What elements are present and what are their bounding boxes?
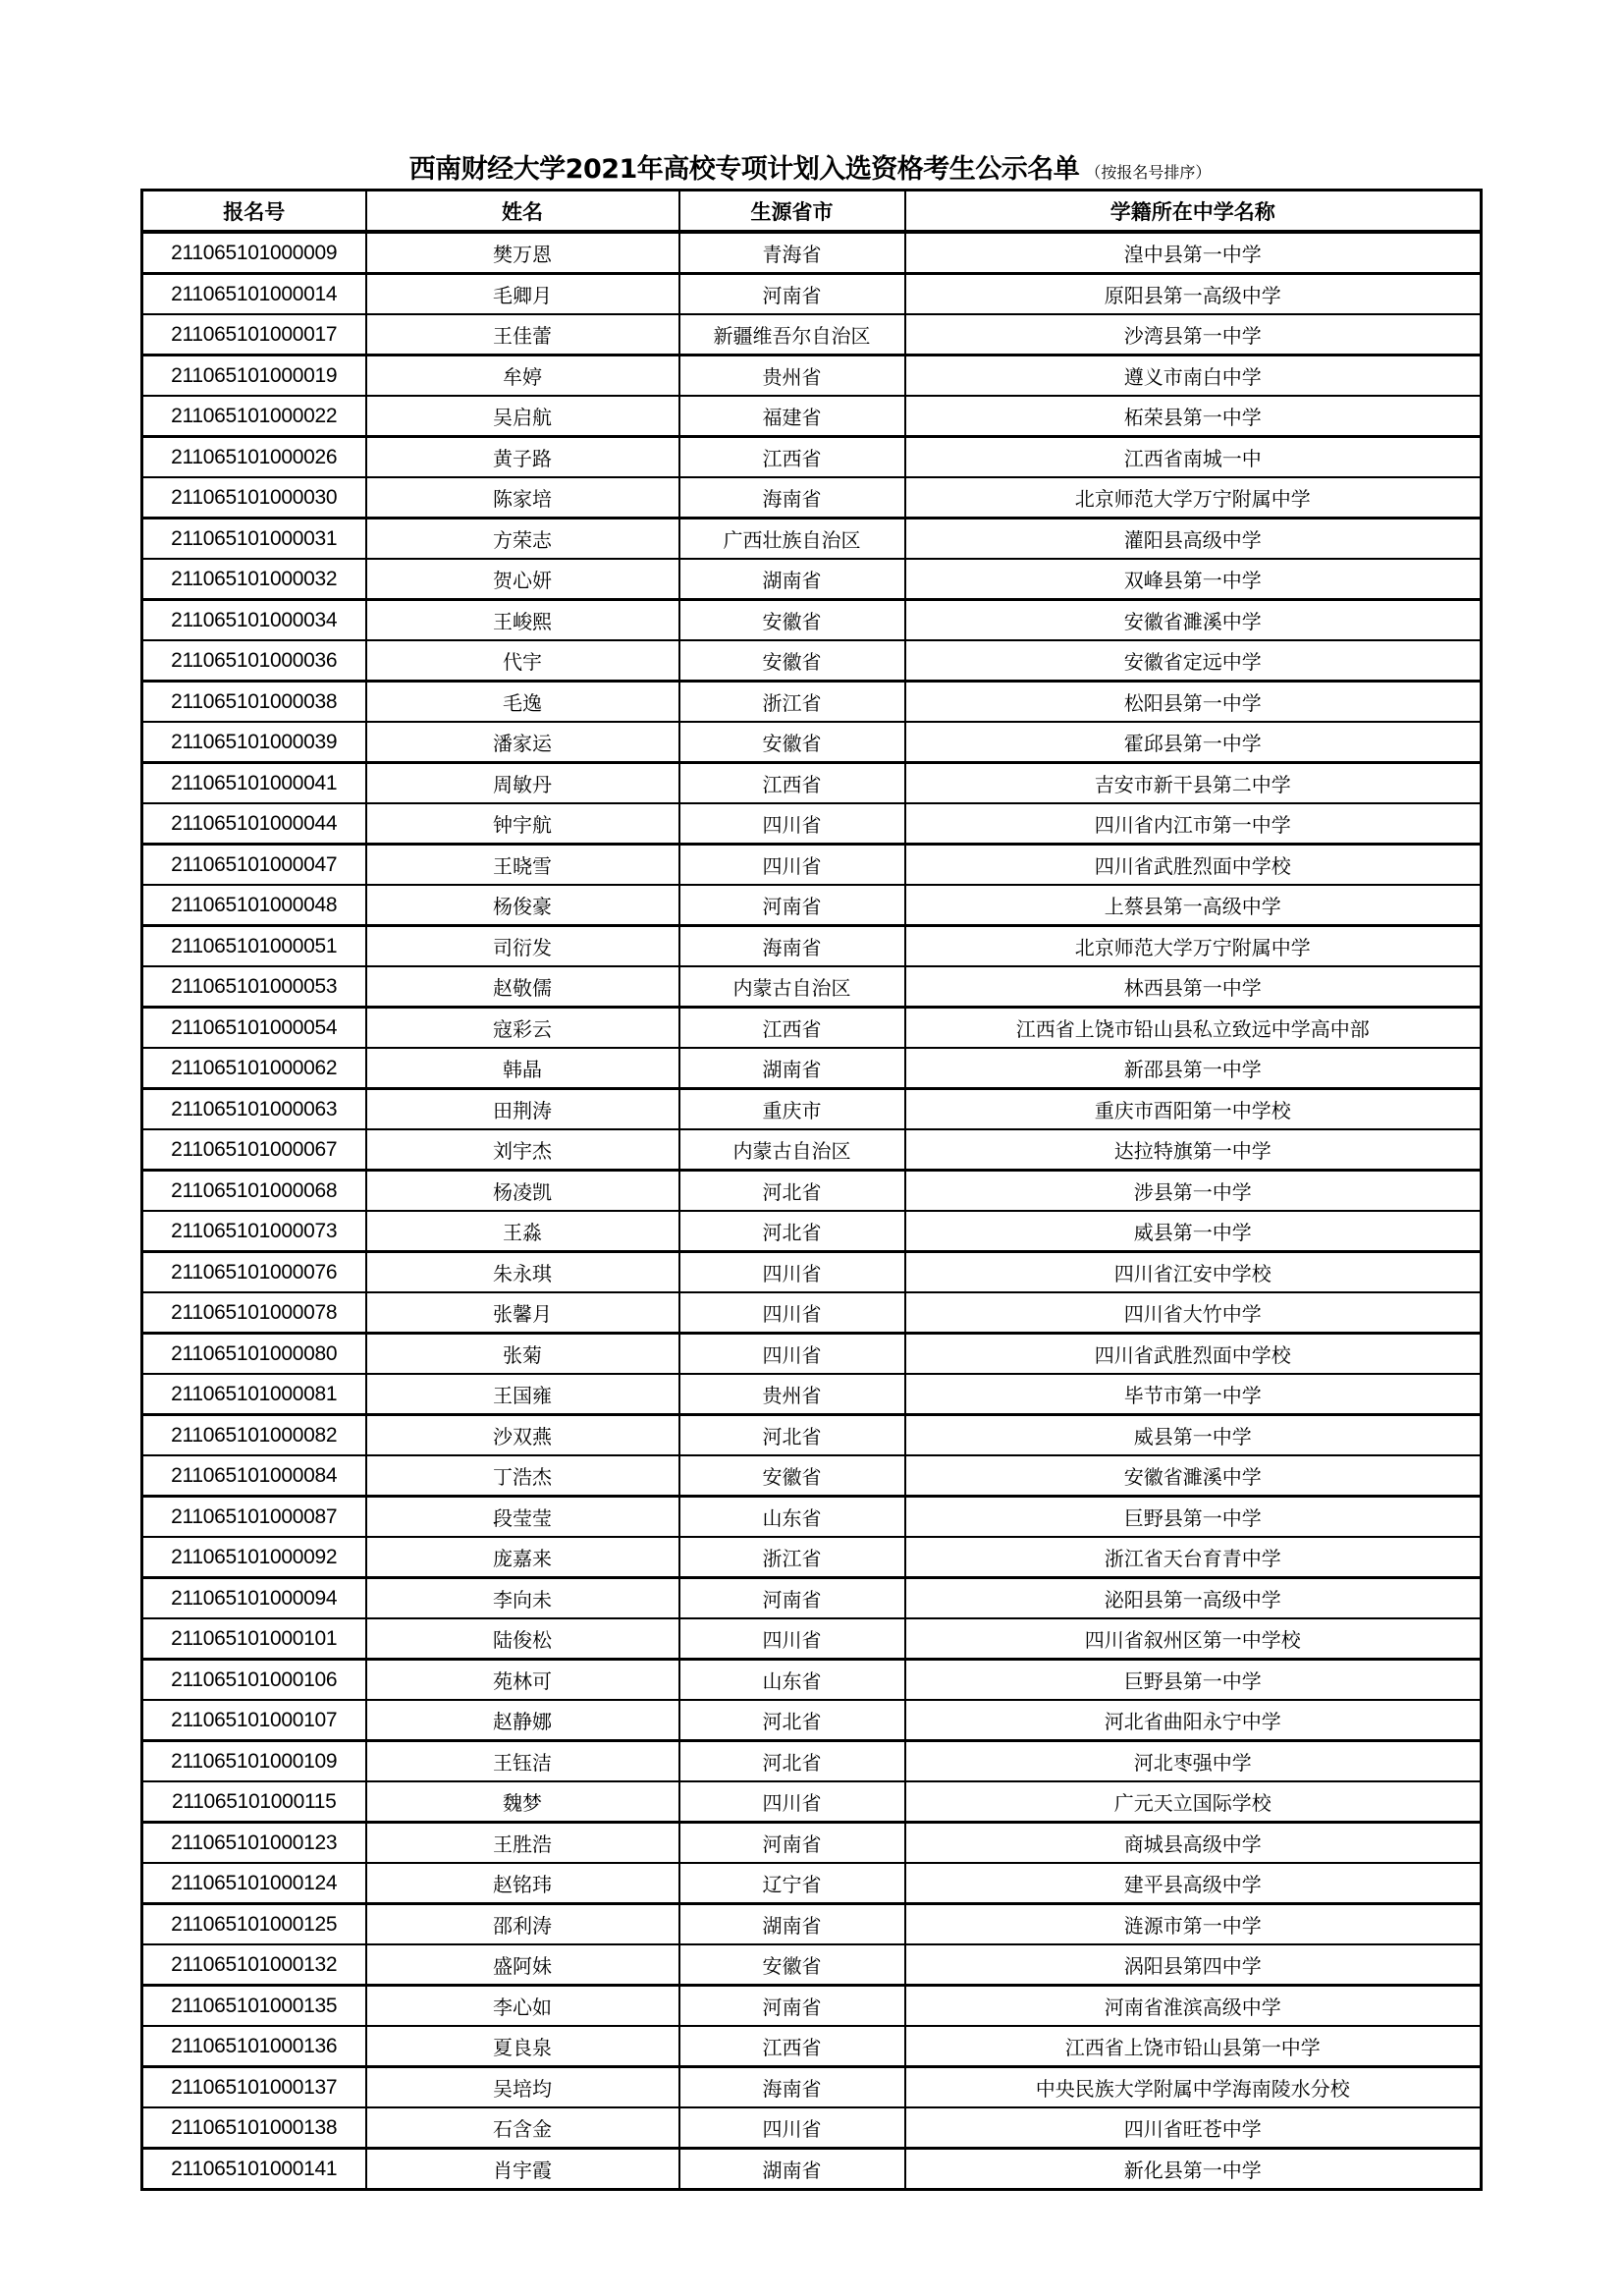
province-cell: 湖南省 (679, 1048, 905, 1089)
registration-number-cell: 211065101000092 (142, 1537, 366, 1578)
high-school-cell: 新邵县第一中学 (905, 1048, 1482, 1089)
name-cell: 李向未 (366, 1578, 679, 1619)
province-cell: 安徽省 (679, 1455, 905, 1497)
high-school-cell: 吉安市新干县第二中学 (905, 763, 1482, 804)
registration-number-cell: 211065101000031 (142, 519, 366, 560)
table-row (142, 722, 1482, 763)
high-school-cell: 四川省旺苍中学 (905, 2107, 1482, 2149)
table-row (142, 519, 1482, 560)
name-cell: 石含金 (366, 2107, 679, 2149)
province-cell: 内蒙古自治区 (679, 966, 905, 1008)
high-school-cell: 中央民族大学附属中学海南陵水分校 (905, 2067, 1482, 2108)
registration-number-cell: 211065101000014 (142, 274, 366, 315)
table-row (142, 1048, 1482, 1089)
table-row (142, 1781, 1482, 1823)
province-cell: 安徽省 (679, 640, 905, 682)
registration-number-cell: 211065101000041 (142, 763, 366, 804)
name-cell: 司衍发 (366, 926, 679, 967)
column-header-registration-number: 报名号 (142, 191, 366, 233)
registration-number-cell: 211065101000125 (142, 1904, 366, 1945)
name-cell: 黄子路 (366, 437, 679, 478)
high-school-cell: 重庆市酉阳第一中学校 (905, 1089, 1482, 1130)
high-school-cell: 江西省上饶市铅山县第一中学 (905, 2026, 1482, 2067)
registration-number-cell: 211065101000101 (142, 1618, 366, 1660)
name-cell: 周敏丹 (366, 763, 679, 804)
column-header-province: 生源省市 (679, 191, 905, 233)
name-cell: 杨俊豪 (366, 885, 679, 926)
province-cell: 河北省 (679, 1741, 905, 1782)
table-row (142, 1171, 1482, 1212)
province-cell: 四川省 (679, 845, 905, 886)
registration-number-cell: 211065101000030 (142, 477, 366, 519)
province-cell: 新疆维吾尔自治区 (679, 314, 905, 355)
province-cell: 山东省 (679, 1660, 905, 1701)
registration-number-cell: 211065101000047 (142, 845, 366, 886)
name-cell: 庞嘉来 (366, 1537, 679, 1578)
registration-number-cell: 211065101000036 (142, 640, 366, 682)
high-school-cell: 沙湾县第一中学 (905, 314, 1482, 355)
registration-number-cell: 211065101000019 (142, 355, 366, 397)
province-cell: 河南省 (679, 1823, 905, 1864)
province-cell: 浙江省 (679, 682, 905, 723)
registration-number-cell: 211065101000009 (142, 232, 366, 274)
name-cell: 朱永琪 (366, 1252, 679, 1293)
high-school-cell: 威县第一中学 (905, 1211, 1482, 1252)
high-school-cell: 霍邱县第一中学 (905, 722, 1482, 763)
registration-number-cell: 211065101000109 (142, 1741, 366, 1782)
name-cell: 王淼 (366, 1211, 679, 1252)
province-cell: 河北省 (679, 1211, 905, 1252)
table-row (142, 803, 1482, 845)
registration-number-cell: 211065101000054 (142, 1008, 366, 1049)
province-cell: 河南省 (679, 274, 905, 315)
registration-number-cell: 211065101000138 (142, 2107, 366, 2149)
name-cell: 夏良泉 (366, 2026, 679, 2067)
province-cell: 四川省 (679, 1334, 905, 1375)
table-row (142, 1986, 1482, 2027)
name-cell: 吴启航 (366, 396, 679, 437)
registration-number-cell: 211065101000034 (142, 600, 366, 641)
table-body (142, 232, 1482, 2190)
name-cell: 毛逸 (366, 682, 679, 723)
registration-number-cell: 211065101000141 (142, 2149, 366, 2190)
registration-number-cell: 211065101000082 (142, 1415, 366, 1456)
registration-number-cell: 211065101000022 (142, 396, 366, 437)
province-cell: 浙江省 (679, 1537, 905, 1578)
table-row (142, 396, 1482, 437)
table-row (142, 1741, 1482, 1782)
name-cell: 方荣志 (366, 519, 679, 560)
table-row (142, 1863, 1482, 1904)
high-school-cell: 浙江省天台育青中学 (905, 1537, 1482, 1578)
registration-number-cell: 211065101000107 (142, 1700, 366, 1741)
high-school-cell: 新化县第一中学 (905, 2149, 1482, 2190)
registration-number-cell: 211065101000017 (142, 314, 366, 355)
table-row (142, 926, 1482, 967)
province-cell: 四川省 (679, 803, 905, 845)
high-school-cell: 商城县高级中学 (905, 1823, 1482, 1864)
province-cell: 河北省 (679, 1171, 905, 1212)
name-cell: 陈家培 (366, 477, 679, 519)
table-row (142, 559, 1482, 600)
province-cell: 安徽省 (679, 722, 905, 763)
table-row (142, 477, 1482, 519)
province-cell: 内蒙古自治区 (679, 1129, 905, 1171)
table-row (142, 1455, 1482, 1497)
high-school-cell: 遵义市南白中学 (905, 355, 1482, 397)
registration-number-cell: 211065101000038 (142, 682, 366, 723)
name-cell: 王国雍 (366, 1374, 679, 1415)
high-school-cell: 四川省大竹中学 (905, 1292, 1482, 1334)
name-cell: 寇彩云 (366, 1008, 679, 1049)
high-school-cell: 涡阳县第四中学 (905, 1944, 1482, 1986)
high-school-cell: 河北枣强中学 (905, 1741, 1482, 1782)
province-cell: 四川省 (679, 1292, 905, 1334)
name-cell: 陆俊松 (366, 1618, 679, 1660)
table-row (142, 232, 1482, 274)
registration-number-cell: 211065101000068 (142, 1171, 366, 1212)
table-row (142, 1415, 1482, 1456)
name-cell: 张菊 (366, 1334, 679, 1375)
province-cell: 海南省 (679, 477, 905, 519)
name-cell: 韩晶 (366, 1048, 679, 1089)
high-school-cell: 泌阳县第一高级中学 (905, 1578, 1482, 1619)
province-cell: 海南省 (679, 926, 905, 967)
registration-number-cell: 211065101000063 (142, 1089, 366, 1130)
high-school-cell: 四川省江安中学校 (905, 1252, 1482, 1293)
province-cell: 重庆市 (679, 1089, 905, 1130)
registration-number-cell: 211065101000067 (142, 1129, 366, 1171)
table-row (142, 2107, 1482, 2149)
document-title-block (140, 147, 1480, 187)
high-school-cell: 安徽省濉溪中学 (905, 1455, 1482, 1497)
table-row (142, 355, 1482, 397)
name-cell: 钟宇航 (366, 803, 679, 845)
province-cell: 广西壮族自治区 (679, 519, 905, 560)
name-cell: 赵铭玮 (366, 1863, 679, 1904)
name-cell: 吴培均 (366, 2067, 679, 2108)
name-cell: 李心如 (366, 1986, 679, 2027)
high-school-cell: 巨野县第一中学 (905, 1660, 1482, 1701)
table-row (142, 845, 1482, 886)
high-school-cell: 河北省曲阳永宁中学 (905, 1700, 1482, 1741)
table-row (142, 1008, 1482, 1049)
table-row (142, 2149, 1482, 2190)
province-cell: 河南省 (679, 885, 905, 926)
name-cell: 魏梦 (366, 1781, 679, 1823)
high-school-cell: 毕节市第一中学 (905, 1374, 1482, 1415)
registration-number-cell: 211065101000078 (142, 1292, 366, 1334)
province-cell: 四川省 (679, 1252, 905, 1293)
registration-number-cell: 211065101000081 (142, 1374, 366, 1415)
high-school-cell: 建平县高级中学 (905, 1863, 1482, 1904)
table-row (142, 1129, 1482, 1171)
high-school-cell: 松阳县第一中学 (905, 682, 1482, 723)
name-cell: 王峻熙 (366, 600, 679, 641)
registration-number-cell: 211065101000039 (142, 722, 366, 763)
table-row (142, 1537, 1482, 1578)
province-cell: 河南省 (679, 1578, 905, 1619)
high-school-cell: 北京师范大学万宁附属中学 (905, 926, 1482, 967)
name-cell: 肖宇霞 (366, 2149, 679, 2190)
province-cell: 江西省 (679, 1008, 905, 1049)
table-row (142, 274, 1482, 315)
name-cell: 王佳蕾 (366, 314, 679, 355)
high-school-cell: 安徽省定远中学 (905, 640, 1482, 682)
name-cell: 杨凌凯 (366, 1171, 679, 1212)
province-cell: 江西省 (679, 2026, 905, 2067)
registration-number-cell: 211065101000087 (142, 1497, 366, 1538)
registration-number-cell: 211065101000124 (142, 1863, 366, 1904)
province-cell: 四川省 (679, 1781, 905, 1823)
name-cell: 段莹莹 (366, 1497, 679, 1538)
name-cell: 王钰洁 (366, 1741, 679, 1782)
province-cell: 河北省 (679, 1700, 905, 1741)
name-cell: 代宇 (366, 640, 679, 682)
high-school-cell: 安徽省濉溪中学 (905, 600, 1482, 641)
registration-number-cell: 211065101000080 (142, 1334, 366, 1375)
table-row (142, 1944, 1482, 1986)
registration-number-cell: 211065101000051 (142, 926, 366, 967)
table-row (142, 600, 1482, 641)
table-row (142, 966, 1482, 1008)
province-cell: 江西省 (679, 437, 905, 478)
name-cell: 刘宇杰 (366, 1129, 679, 1171)
registration-number-cell: 211065101000132 (142, 1944, 366, 1986)
high-school-cell: 林西县第一中学 (905, 966, 1482, 1008)
province-cell: 贵州省 (679, 355, 905, 397)
table-row (142, 1700, 1482, 1741)
name-cell: 丁浩杰 (366, 1455, 679, 1497)
table-row (142, 314, 1482, 355)
table-row (142, 1252, 1482, 1293)
name-cell: 苑林可 (366, 1660, 679, 1701)
registration-number-cell: 211065101000094 (142, 1578, 366, 1619)
high-school-cell: 四川省武胜烈面中学校 (905, 845, 1482, 886)
registration-number-cell: 211065101000053 (142, 966, 366, 1008)
registration-number-cell: 211065101000048 (142, 885, 366, 926)
high-school-cell: 巨野县第一中学 (905, 1497, 1482, 1538)
high-school-cell: 江西省南城一中 (905, 437, 1482, 478)
province-cell: 安徽省 (679, 600, 905, 641)
registration-number-cell: 211065101000106 (142, 1660, 366, 1701)
high-school-cell: 涟源市第一中学 (905, 1904, 1482, 1945)
table-row (142, 1904, 1482, 1945)
high-school-cell: 广元天立国际学校 (905, 1781, 1482, 1823)
name-cell: 田荆涛 (366, 1089, 679, 1130)
table-row (142, 885, 1482, 926)
registration-number-cell: 211065101000026 (142, 437, 366, 478)
registration-number-cell: 211065101000032 (142, 559, 366, 600)
province-cell: 湖南省 (679, 1904, 905, 1945)
table-row (142, 1823, 1482, 1864)
table-row (142, 1660, 1482, 1701)
province-cell: 辽宁省 (679, 1863, 905, 1904)
table-row (142, 1374, 1482, 1415)
high-school-cell: 双峰县第一中学 (905, 559, 1482, 600)
name-cell: 王胜浩 (366, 1823, 679, 1864)
province-cell: 贵州省 (679, 1374, 905, 1415)
registration-number-cell: 211065101000115 (142, 1781, 366, 1823)
high-school-cell: 四川省叙州区第一中学校 (905, 1618, 1482, 1660)
province-cell: 山东省 (679, 1497, 905, 1538)
candidate-roster-table (140, 189, 1483, 2191)
high-school-cell: 灌阳县高级中学 (905, 519, 1482, 560)
province-cell: 福建省 (679, 396, 905, 437)
high-school-cell: 达拉特旗第一中学 (905, 1129, 1482, 1171)
document-title: 西南财经大学2021年高校专项计划入选资格考生公示名单 (408, 154, 1080, 185)
table-row (142, 1089, 1482, 1130)
registration-number-cell: 211065101000076 (142, 1252, 366, 1293)
name-cell: 沙双燕 (366, 1415, 679, 1456)
name-cell: 樊万恩 (366, 232, 679, 274)
table-row (142, 1211, 1482, 1252)
registration-number-cell: 211065101000062 (142, 1048, 366, 1089)
registration-number-cell: 211065101000123 (142, 1823, 366, 1864)
document-subtitle: （按报名号排序） (1085, 163, 1212, 182)
name-cell: 牟婷 (366, 355, 679, 397)
registration-number-cell: 211065101000137 (142, 2067, 366, 2108)
high-school-cell: 四川省武胜烈面中学校 (905, 1334, 1482, 1375)
province-cell: 青海省 (679, 232, 905, 274)
name-cell: 盛阿妹 (366, 1944, 679, 1986)
name-cell: 赵敬儒 (366, 966, 679, 1008)
registration-number-cell: 211065101000136 (142, 2026, 366, 2067)
high-school-cell: 江西省上饶市铅山县私立致远中学高中部 (905, 1008, 1482, 1049)
province-cell: 海南省 (679, 2067, 905, 2108)
table-row (142, 1292, 1482, 1334)
table-row (142, 763, 1482, 804)
province-cell: 湖南省 (679, 2149, 905, 2190)
column-header-name: 姓名 (366, 191, 679, 233)
province-cell: 安徽省 (679, 1944, 905, 1986)
name-cell: 张馨月 (366, 1292, 679, 1334)
high-school-cell: 威县第一中学 (905, 1415, 1482, 1456)
name-cell: 潘家运 (366, 722, 679, 763)
table-row (142, 1618, 1482, 1660)
high-school-cell: 北京师范大学万宁附属中学 (905, 477, 1482, 519)
province-cell: 河北省 (679, 1415, 905, 1456)
table-row (142, 1497, 1482, 1538)
table-row (142, 640, 1482, 682)
province-cell: 四川省 (679, 1618, 905, 1660)
table-row (142, 437, 1482, 478)
column-header-high-school: 学籍所在中学名称 (905, 191, 1482, 233)
province-cell: 四川省 (679, 2107, 905, 2149)
table-row (142, 2067, 1482, 2108)
name-cell: 邵利涛 (366, 1904, 679, 1945)
registration-number-cell: 211065101000073 (142, 1211, 366, 1252)
table-row (142, 2026, 1482, 2067)
table-row (142, 1334, 1482, 1375)
high-school-cell: 河南省淮滨高级中学 (905, 1986, 1482, 2027)
province-cell: 河南省 (679, 1986, 905, 2027)
name-cell: 赵静娜 (366, 1700, 679, 1741)
high-school-cell: 涉县第一中学 (905, 1171, 1482, 1212)
registration-number-cell: 211065101000084 (142, 1455, 366, 1497)
high-school-cell: 湟中县第一中学 (905, 232, 1482, 274)
registration-number-cell: 211065101000044 (142, 803, 366, 845)
name-cell: 王晓雪 (366, 845, 679, 886)
high-school-cell: 四川省内江市第一中学 (905, 803, 1482, 845)
table-header-row (142, 191, 1482, 233)
province-cell: 湖南省 (679, 559, 905, 600)
table-row (142, 1578, 1482, 1619)
high-school-cell: 上蔡县第一高级中学 (905, 885, 1482, 926)
table-row (142, 682, 1482, 723)
name-cell: 贺心妍 (366, 559, 679, 600)
name-cell: 毛卿月 (366, 274, 679, 315)
high-school-cell: 原阳县第一高级中学 (905, 274, 1482, 315)
registration-number-cell: 211065101000135 (142, 1986, 366, 2027)
province-cell: 江西省 (679, 763, 905, 804)
high-school-cell: 柘荣县第一中学 (905, 396, 1482, 437)
